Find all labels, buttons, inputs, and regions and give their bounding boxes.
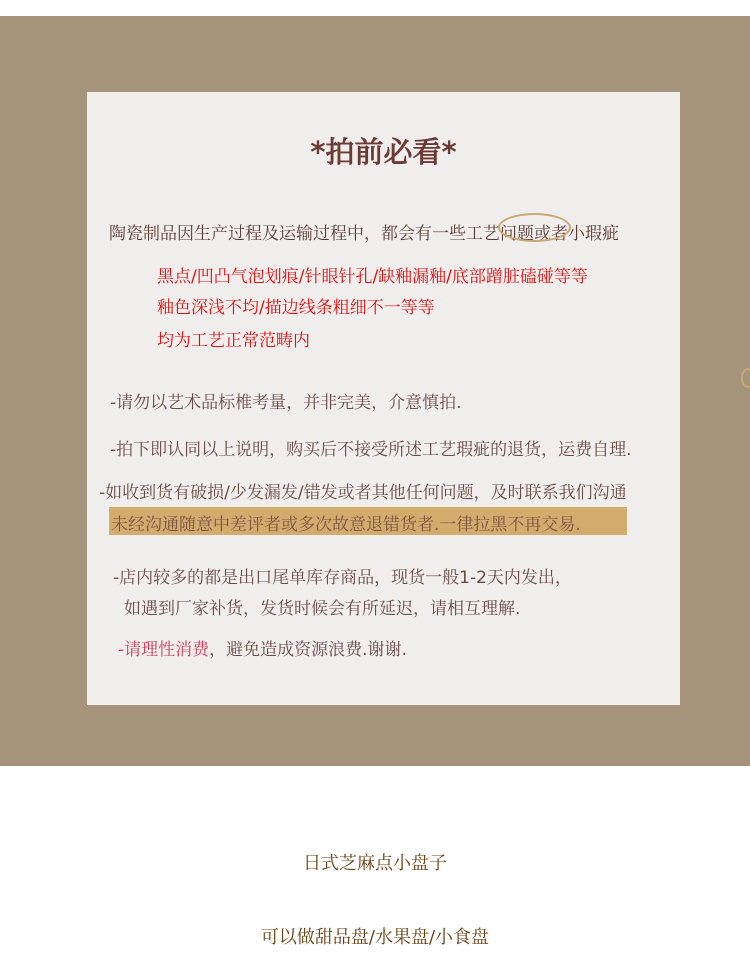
note-shipping: -店内较多的都是出口尾单库存商品，现货一般1-2天内发出， [113, 568, 572, 588]
product-name: 日式芝麻点小盘子 [303, 853, 447, 874]
note-contact: -如收到货有破损/少发漏发/错发或者其他任何问题，及时联系我们沟通 [99, 483, 627, 503]
note-agreement: -拍下即认同以上说明，购买后不接受所述工艺瑕疵的退货，运费自理. [110, 440, 632, 460]
defect-line-3: 均为工艺正常范畴内 [157, 331, 310, 351]
circle-annotation [498, 213, 571, 242]
note-blacklist: 未经沟通随意中差评者或多次故意退错货者.一律拉黑不再交易. [111, 515, 581, 535]
notice-title: *拍前必看* [310, 135, 457, 169]
edge-circle-mark [741, 368, 750, 388]
note-rational-consumption [118, 635, 407, 660]
notice-card [87, 92, 680, 705]
product-usage: 可以做甜品盘/水果盘/小食盘 [260, 927, 490, 948]
note-art-standard: -请勿以艺术品标椎考量，并非完美，介意慎拍. [110, 393, 462, 413]
rational-consumption-rest: ，避免造成资源浪费.谢谢. [209, 640, 407, 660]
note-restock-delay: 如遇到厂家补货，发货时候会有所延迟，请相互理解. [124, 599, 521, 619]
rational-consumption-label: -请理性消费 [118, 640, 210, 660]
notice-intro: 陶瓷制品因生产过程及运输过程中，都会有一些工艺问题或者小瑕疵 [109, 224, 619, 244]
defect-line-2: 釉色深浅不均/描边线条粗细不一等等 [157, 298, 435, 318]
defect-line-1: 黑点/凹凸气泡划痕/针眼针孔/缺釉漏釉/底部蹭脏磕碰等等 [157, 267, 588, 287]
